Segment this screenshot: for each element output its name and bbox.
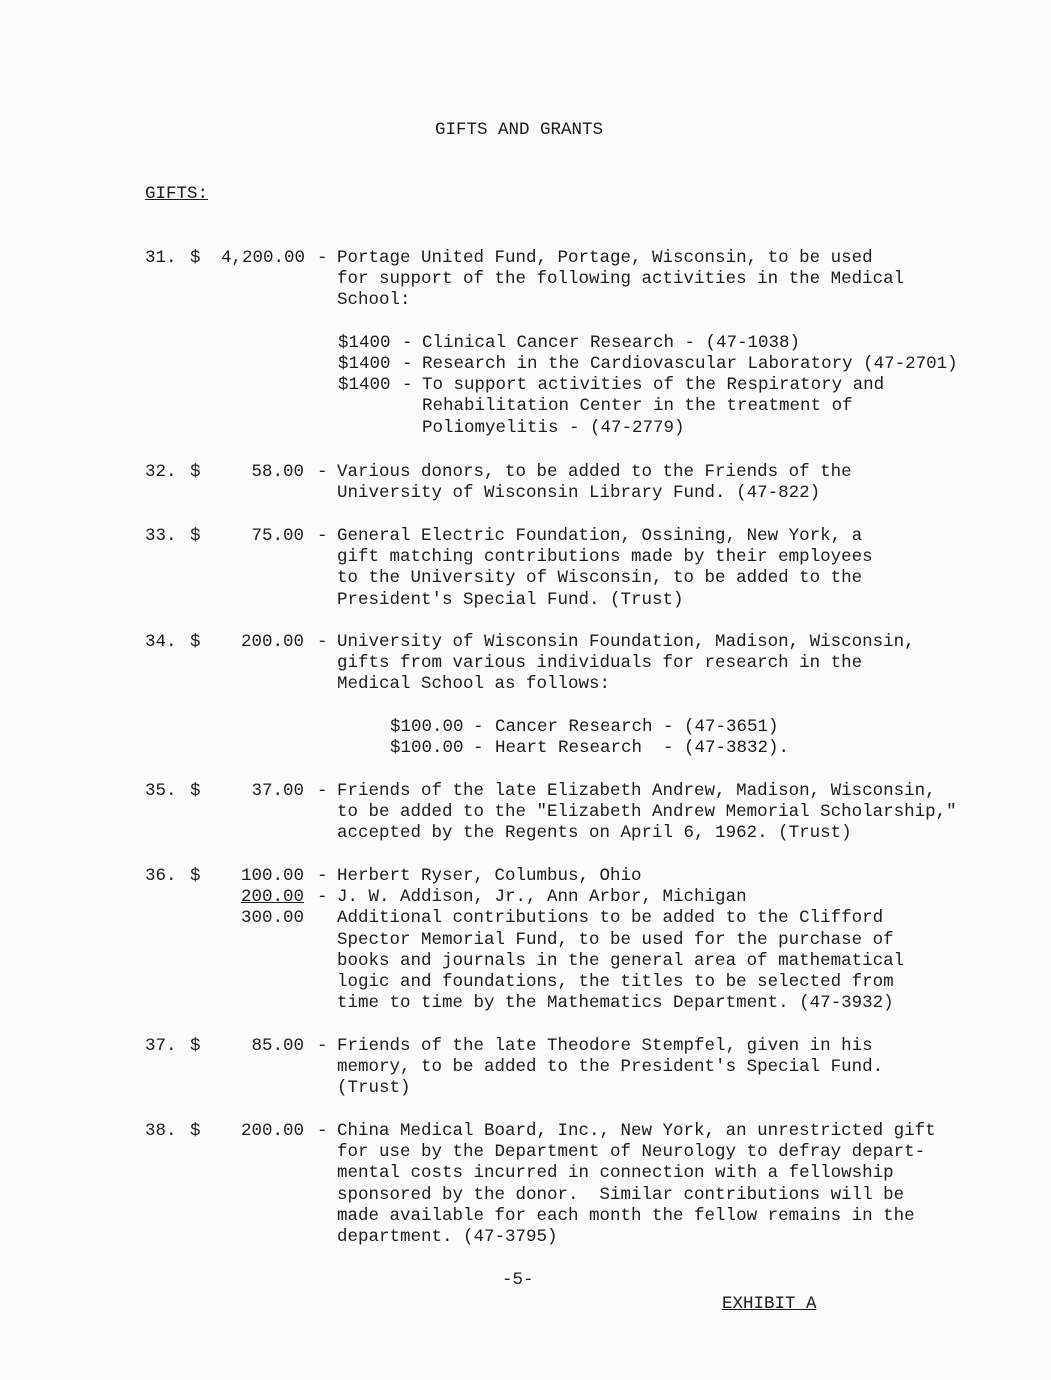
dollar-sign: $ (190, 1036, 201, 1056)
subitem-amount: $100.00 (390, 737, 464, 758)
dollar-sign: $ (190, 866, 201, 886)
entry-number: 31. (145, 248, 177, 268)
entry-total-amount: 300.00 (240, 908, 304, 929)
entry-line: Friends of the late Elizabeth Andrew, Madison, Wisconsin, (337, 781, 936, 801)
dash: - (317, 887, 328, 908)
dash: - (402, 375, 413, 396)
entry-line: logic and foundations, the titles to be selected from (337, 971, 894, 992)
entry-line: accepted by the Regents on April 6, 1962. (Trust) (337, 823, 852, 844)
subitem-line: Cancer Research - (47-3651) (495, 716, 779, 737)
dollar-sign: $ (190, 632, 201, 652)
entry-amount: 200.00 (240, 632, 304, 652)
entry-number: 37. (145, 1036, 177, 1056)
entry-line: to the University of Wisconsin, to be added to the (337, 568, 863, 589)
entry-line: (Trust) (337, 1078, 411, 1099)
dash: - (473, 737, 484, 758)
entry-line: Medical School as follows: (337, 674, 611, 695)
entry-amount: 200.00 (240, 1121, 304, 1141)
entry-amount: 85.00 (251, 1036, 304, 1056)
entry-line: memory, to be added to the President's Special Fund. (337, 1057, 884, 1078)
dash: - (317, 1036, 328, 1056)
subitem-line: Poliomyelitis - (47-2779) (422, 417, 685, 438)
subitem-line: Research in the Cardiovascular Laboratory (47-2701) (422, 353, 958, 374)
entry-number: 36. (145, 866, 177, 886)
entry-number: 38. (145, 1121, 177, 1141)
subitem-amount: $1400 (338, 353, 391, 374)
entry-line: Friends of the late Theodore Stempfel, given in his (337, 1036, 873, 1056)
subitem-line: To support activities of the Respiratory and (422, 375, 885, 396)
gift-entry-34 (145, 632, 1025, 759)
dash: - (317, 781, 328, 801)
dollar-sign: $ (190, 1121, 201, 1141)
entry-line: mental costs incurred in connection with a fellowship (337, 1163, 894, 1184)
page-title: GIFTS AND GRANTS (435, 120, 604, 140)
entry-line: sponsored by the donor. Similar contributions will be (337, 1184, 905, 1205)
entry-line: to be added to the "Elizabeth Andrew Memorial Scholarship," (337, 802, 957, 823)
dash: - (402, 353, 413, 374)
gift-entry-37 (145, 1036, 1025, 1100)
entry-line: Spector Memorial Fund, to be used for the purchase of (337, 929, 894, 950)
dash: - (317, 526, 328, 546)
entry-line: for use by the Department of Neurology to defray depart- (337, 1142, 926, 1163)
entry-amount: 4,200.00 (221, 248, 306, 268)
dash: - (317, 248, 328, 268)
entry-line: University of Wisconsin Foundation, Madison, Wisconsin, (337, 632, 915, 652)
entry-line: Herbert Ryser, Columbus, Ohio (337, 866, 642, 886)
entry-number: 32. (145, 462, 177, 482)
gift-entry-38 (145, 1121, 1025, 1248)
page-number: -5- (502, 1270, 534, 1290)
dash: - (317, 632, 328, 652)
entry-line: gifts from various individuals for research in the (337, 653, 863, 674)
entry-line: gift matching contributions made by their employees (337, 547, 873, 568)
subitem-amount: $1400 (338, 332, 391, 353)
dash: - (317, 1121, 328, 1141)
exhibit-label: EXHIBIT A (722, 1294, 817, 1314)
section-heading-gifts: GIFTS: (145, 184, 209, 204)
entry-amount: 75.00 (251, 526, 304, 546)
entry-amount: 37.00 (251, 781, 304, 801)
entry-line: for support of the following activities in the Medical (337, 269, 905, 290)
dash: - (402, 332, 413, 353)
subitem-amount: $100.00 (390, 716, 464, 737)
subitem-line: Clinical Cancer Research - (47-1038) (422, 332, 801, 353)
subitem-line: Rehabilitation Center in the treatment of (422, 396, 853, 417)
entry-number: 33. (145, 526, 177, 546)
dollar-sign: $ (190, 526, 201, 546)
gift-entry-36 (145, 866, 1025, 1014)
subitem-amount: $1400 (338, 375, 391, 396)
dollar-sign: $ (190, 781, 201, 801)
entry-amount: 200.00 (240, 887, 304, 908)
entry-line: department. (47-3795) (337, 1226, 558, 1247)
dash: - (317, 866, 328, 886)
entry-amount: 100.00 (240, 866, 304, 886)
gift-entry-33 (145, 526, 1025, 611)
entry-line: books and journals in the general area of mathematical (337, 950, 905, 971)
dash: - (473, 716, 484, 737)
dollar-sign: $ (190, 248, 201, 268)
entry-line: President's Special Fund. (Trust) (337, 589, 684, 610)
entry-line: time to time by the Mathematics Department. (47-3932) (337, 993, 894, 1014)
gift-entry-35 (145, 781, 1025, 845)
dash: - (317, 462, 328, 482)
gift-entry-31 (145, 248, 1025, 439)
entry-amount: 58.00 (251, 462, 304, 482)
entry-line: made available for each month the fellow remains in the (337, 1205, 915, 1226)
entry-line: Various donors, to be added to the Friends of the (337, 462, 852, 482)
entry-line: School: (337, 290, 411, 311)
dollar-sign: $ (190, 462, 201, 482)
entry-line: Additional contributions to be added to the Clifford (337, 908, 884, 929)
entry-line: University of Wisconsin Library Fund. (47-822) (337, 483, 821, 504)
gift-entry-32 (145, 462, 1025, 504)
entry-line: Portage United Fund, Portage, Wisconsin, to be used (337, 248, 873, 268)
entry-number: 35. (145, 781, 177, 801)
subitem-line: Heart Research - (47-3832). (495, 737, 790, 758)
entry-line: General Electric Foundation, Ossining, New York, a (337, 526, 863, 546)
entry-number: 34. (145, 632, 177, 652)
entry-line: J. W. Addison, Jr., Ann Arbor, Michigan (337, 887, 747, 908)
entry-line: China Medical Board, Inc., New York, an unrestricted gift (337, 1121, 936, 1141)
